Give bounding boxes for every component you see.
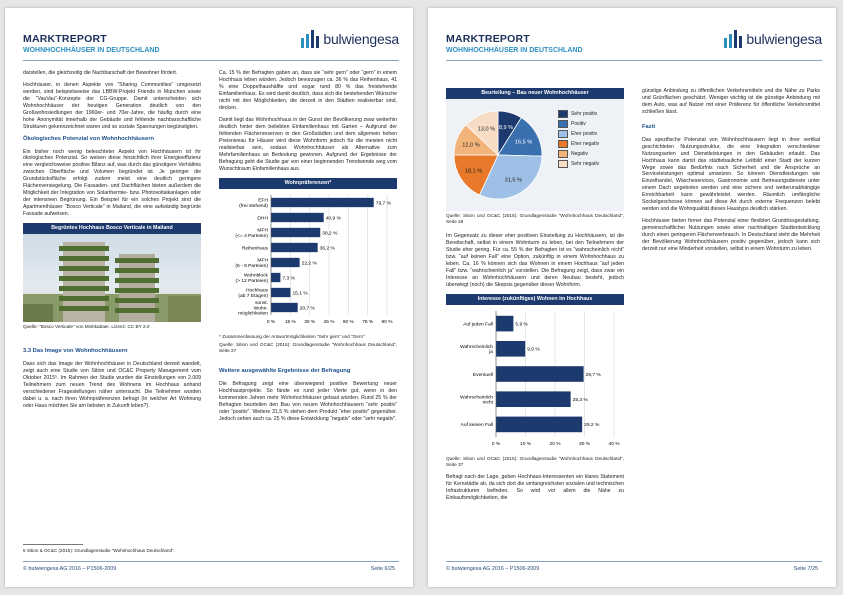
paragraph: Das spezifische Potenzial von Wohnhochhäusern liegt in ihrer vertikal geschichteten Nutzungsstruktur, die eine Integration verschiedener Nutzungsarten und Dienstleistungen in den Gebäuden erlaubt. Das Hochhaus kann damit das städtebauliche Leitbild einer Stadt der kurzen Wege sowie das Bedürfnis nach Sicherheit und die Ansprüche an Serviceleistungen optimal umsetzen. So können Dienstleistungen wie Einzelhandel, Wäscheservices, Gastronomie und Betreuungsdienste unter einem Dach angeboten werden und eine sichere und wetterunabhängige Erreichbarkeit kann gewährleistet werden. Räumlich umfängliche Sockelgeschosse können auf diese Art durch externe Frequenzen belebt werden und die Wohnqualität dieses Haustyps deutlich stärken.	[642, 136, 820, 213]
footnote-rule	[23, 544, 83, 545]
pie-data-label: 31,5 %	[504, 177, 523, 184]
figure-caption: Quelle: Sition und OC&C (2015): Grundlagenstudie “Wohnhochhaus Deutschland”, Seite 28	[446, 213, 624, 225]
data-label: 15,1 %	[292, 290, 308, 296]
data-label: 5,9 %	[515, 322, 528, 328]
x-tick-label: 20 %	[549, 442, 561, 448]
legend-label: Positiv	[571, 120, 586, 127]
section-heading: 3.3 Das Image von Wohnhochhäusern	[23, 348, 128, 355]
legend-swatch	[558, 140, 568, 148]
bar	[496, 417, 582, 433]
bar	[271, 228, 320, 237]
footer-page-number: Seite 7/25	[793, 566, 818, 572]
x-tick-label: 40 %	[608, 442, 620, 448]
x-tick-label: 15 %	[284, 319, 296, 325]
bar	[271, 258, 300, 267]
bar	[271, 198, 374, 207]
y-category-label: Eventuell	[472, 372, 493, 378]
data-label: 22,2 %	[301, 260, 317, 266]
y-category-label: Auf keinen Fall	[460, 423, 493, 429]
paragraph: günstige Anbindung zu öffentlichen Verkehrsmitteln und die Nähe zu Parks und Grünflächen geschätzt. Weniger wichtig ist die günstige Anbindung mit dem Auto, was auf Nutzer mit einer Präferenz für öffentliche Verkehrsmittel schließen lässt.	[642, 88, 820, 115]
legend-item	[558, 149, 599, 159]
y-category-label: sonst. Wohn-möglichkeiten	[238, 300, 268, 317]
y-category-label: MFH (<= 4 Parteien)	[235, 228, 268, 239]
y-category-label: Reihenhaus	[241, 245, 268, 251]
legend-item	[558, 109, 599, 119]
legend-label: Sehr negativ	[571, 160, 600, 167]
legend-swatch	[558, 160, 568, 168]
x-tick-label: 30 %	[304, 319, 316, 325]
figure-wohnpraeferenzen	[219, 178, 397, 354]
pie-data-label: 13,0 %	[477, 126, 496, 133]
header-title: MARKTREPORT	[446, 33, 530, 45]
bar	[496, 316, 513, 332]
footer-page-number: Seite 6/25	[370, 566, 395, 572]
bar	[271, 303, 298, 312]
pie-data-label: 8,9 %	[498, 125, 514, 132]
legend-swatch	[558, 150, 568, 158]
brand-logo	[723, 27, 822, 51]
bar	[271, 288, 290, 297]
y-category-label: DHH	[257, 215, 268, 221]
page-6	[5, 8, 413, 587]
figure-note: * Zusammenfassung der Antwortmöglichkeiten “Sehr gern” und “Gern”	[219, 333, 365, 339]
page-7	[428, 8, 836, 587]
bar	[271, 273, 280, 282]
data-label: 36,2 %	[319, 245, 335, 251]
legend-swatch	[558, 130, 568, 138]
paragraph: Hochhäuser bieten ferner das Potenzial einer flexiblen Grundrissgestaltung, gemeinschaftlicher Nutzungen sowie einer nachhaltigen Stadtentwicklung durch einen geringeren Flächenverbrauch. In Deutschland steht die Mehrheit der Bevölkerung Wohnhochhäusern positiv gegenüber, jedoch kann sich derzeit nur eine Minderheit vorstellen, selbst in einem Wohnturm zu leben.	[642, 218, 820, 253]
brand-logo	[300, 27, 399, 51]
legend-label: Sehr positiv	[571, 110, 598, 117]
figure-title: Interesse (zukünftiges) Wohnen im Hochhaus	[446, 294, 624, 305]
bar	[496, 392, 571, 408]
figure-interesse	[446, 294, 624, 468]
legend-label: Negativ	[571, 150, 588, 157]
paragraph: Im Gegensatz zu dieser eher positiven Einstellung zu Hochhäusern, ist die Bereitschaft, selbst in einem Wohnturm zu leben, bei den Teilnehmern der Studie eher gering. Für ca. 55 % der Befragten ist es “wahrscheinlich nicht” bzw. “auf keinen Fall” eine Option, zukünftig in einem Wohnhochhaus zu leben. Ca. 16 % können sich das Wohnen in einem Hochhaus “auf jeden Fall” bzw. “wahrscheinlich ja” vorstellen. Die Befragung zeigt, dass zwar ein Interesse an Wohnhochhäusern und deren Neubau besteht, jedoch überwiegt (noch) die Skepsis gegenüber dieser Wohnform.	[446, 233, 624, 289]
brand-name: bulwiengesa	[323, 31, 399, 47]
data-label: 40,9 %	[325, 215, 341, 221]
interesse-chart	[446, 305, 624, 451]
header-rule	[23, 60, 399, 61]
paragraph: Befragt nach der Lage, geben Hochhaus-Interessenten ein klares Statement für Kernstädte ab, da sich dort die umfangreichsten sozialen und technischen Infrastrukturen befinden. So wird vor allem die Nähe zu Einkaufsmöglichkeiten, die	[446, 474, 624, 502]
legend-item	[558, 129, 599, 139]
legend-label: Eher negativ	[571, 140, 600, 147]
y-category-label: MFH (5 - 8 Parteien)	[235, 258, 268, 269]
legend-item	[558, 159, 599, 169]
x-tick-label: 0 %	[491, 442, 501, 448]
data-label: 25,3 %	[572, 398, 588, 404]
section-heading: Ökologisches Potenzial von Wohnhochhäusern	[23, 135, 154, 142]
footer-copyright: © bulwiengesa AG 2016 – P1506-2009	[23, 566, 117, 572]
data-label: 7,3 %	[282, 275, 295, 281]
pie-chart-panel	[446, 99, 624, 211]
footer-rule	[446, 561, 822, 562]
paragraph: Ein bisher noch wenig beleuchteter Aspekt von Hochhäusern ist ihr ökologisches Potenzial. So weisen diese hinsichtlich ihrer Energieeffizienz eine vergleichsweise positive Bilanz auf, was durch das günstigere Verhältnis zwischen Oberfläche und Volumen begründet ist. Je geringer die Grundstücksfläche erfolgt zudem meist eine deutlich geringere Flächenversiegelung. Die Fassaden- und Dachflächen bieten außerdem die Möglichkeit der Integration von Solarthermie- bzw. Photovoltaikanlagen oder der intensiven Begrünung. Ein Beispiel für ein solches Projekt sind die Apartmenthäuser “Bosco Verticale” in Mailand, die eine aufwändig begrünte Fassade aufweisen.	[23, 148, 201, 218]
y-category-label: Auf jeden Fall	[463, 322, 493, 328]
figure-title: Begrüntes Hochhaus Bosco Verticale in Mailand	[23, 223, 201, 234]
y-category-label: Wahrscheinlich ja	[460, 345, 493, 356]
data-label: 9,9 %	[527, 347, 540, 353]
paragraph: Hochhäuser, in denen Aspekte von “Sharing Communities” umgesetzt werden, sind beispielsweise das LBBW-Projekt Friends in München sowie die “VauVau”-Konzepte der CG-Gruppe. Damit unterscheiden sich Wohnhochhäuser der heutigen Generation deutlich von den Großwohnsiedlungen der 1960er- und 70er-Jahre, die häufig durch eine hohe Anonymität innerhalb der Gebäude und fehlende nachbarschaftliche Strukturen gekennzeichnet waren und so soziale Spannungen begünstigten.	[23, 81, 201, 130]
header-subtitle: WOHNHOCHHÄUSER IN DEUTSCHLAND	[446, 47, 583, 54]
section-heading: Fazit	[642, 123, 656, 130]
pie-data-label: 18,1 %	[464, 168, 483, 175]
header-title: MARKTREPORT	[23, 33, 107, 45]
data-label: 38,2 %	[322, 230, 338, 236]
data-label: 29,7 %	[585, 372, 601, 378]
paragraph: Dass sich das Image der Wohnhochhäuser in Deutschland derzeit wandelt, zeigt auch eine Studie von Sition und OC&C Property Management vom Oktober 2015⁵. Im Rahmen der Studie wurden die Einstellungen von 2.009 Teilnehmern zum neuen Trend des Wohnens im Hochhaus anhand verschiedener Fragestellungen näher untersucht. Die Teilnehmer wurden dabei u. a. nach ihren Wohnpräferenzen befragt (In welcher Art Wohnung oder Haus möchten Sie am liebsten in Zukunft leben?).	[23, 361, 201, 409]
footer-copyright: © bulwiengesa AG 2016 – P1506-2009	[446, 566, 540, 572]
figure-bosco	[23, 223, 201, 330]
bar	[496, 341, 525, 357]
y-category-label: EFH (frei stehend)	[239, 198, 268, 209]
legend-swatch	[558, 120, 568, 128]
x-tick-label: 75 %	[362, 319, 374, 325]
pie-data-label: 12,0 %	[462, 142, 480, 149]
x-tick-label: 0 %	[266, 319, 276, 325]
data-label: 29,2 %	[584, 423, 600, 429]
page6-column-right	[219, 70, 397, 428]
logo-icon	[300, 30, 320, 48]
x-tick-label: 30 %	[579, 442, 590, 448]
figure-title: Wohnpräferenzen*	[219, 178, 397, 189]
y-category-label: Hochhaus (ab 7 Etagen)	[238, 288, 268, 299]
figure-caption: Quelle: Sition und OC&C (2015): Grundlagenstudie “Wohnhochhaus Deutschland”, Seite 27	[219, 341, 397, 353]
x-tick-label: 90 %	[381, 319, 393, 325]
paragraph: Damit liegt das Wohnhochhaus in der Gunst der Bevölkerung zwar weiterhin deutlich hinter dem beliebten Einfamilienhaus mit Garten – Aufgrund der fehlenden Flächenreserven in den Großstädten und dem allgemein hohen Preisniveau für Häuser wird diese Wohnform jedoch für die meisten nicht realisierbar sein, sodass Wohnhochhäuser als Alternative zum Mehrfamilienhaus an Bedeutung gewinnen. Aufgrund der Ergebnisse der Befragung geht die Studie gar von einer beginnenden Trendwende weg vom Wunschtraum Einfamilienhaus aus.	[219, 116, 397, 172]
data-label: 20,7 %	[299, 305, 315, 311]
footnote: 5 Sition & OC&C (2015): Grundlagenstudie “Wohnhochhaus Deutschland”.	[23, 548, 175, 553]
bosco-verticale-photo	[23, 234, 201, 322]
bar	[271, 213, 324, 222]
x-tick-label: 60 %	[342, 319, 354, 325]
x-tick-label: 10 %	[520, 442, 531, 448]
header-subtitle: WOHNHOCHHÄUSER IN DEUTSCHLAND	[23, 47, 160, 54]
paragraph: darstellen, die gleichzeitig die Nachbarschaft der Bewohner fördert.	[23, 70, 178, 76]
figure-caption: Quelle: Sition und OC&C (2015): Grundlagenstudie “Wohnhochhaus Deutschland”, Seite 37	[446, 456, 624, 468]
bar	[271, 243, 318, 252]
section-heading: Weitere ausgewählte Ergebnisse der Befragung	[219, 367, 351, 374]
legend-label: Eher positiv	[571, 130, 598, 137]
pie-data-label: 16,5 %	[514, 139, 533, 146]
figure-caption: Quelle: “Bosco Verticale” von Mishkabaer. Lizenz: CC BY 2.0	[23, 324, 150, 330]
logo-icon	[723, 30, 743, 48]
y-category-label: Wohnblock (> 12 Parteien)	[235, 273, 268, 284]
legend-swatch	[558, 110, 568, 118]
y-category-label: Wahrscheinlich nicht	[460, 395, 493, 406]
legend-item	[558, 139, 599, 149]
figure-title: Beurteilung – Bau neuer Wohnhochhäuser	[446, 88, 624, 99]
paragraph: Die Befragung zeigt eine überwiegend positive Bewertung neuer Hochhausprojekte. So fände es rund jeder Vierte gut, wenn in den kommenden Jahren mehr Wohnhochhäuser gebaut würden. Rund 25 % der Befragten beurteilen den Bau von neuen Wohnhochhäusern “sehr positiv” oder “positiv”. Weitere 31,5 % stehen dem Produkt “eher positiv” gegenüber. Jedoch sehen auch ca. 25 % diese Entwicklung “negativ” oder “sehr negativ”.	[219, 380, 397, 422]
page7-column-right	[642, 88, 820, 258]
page6-column-left	[23, 70, 201, 415]
figure-beurteilung	[446, 88, 624, 225]
wohnpraeferenzen-chart	[219, 189, 397, 329]
footer-rule	[23, 561, 399, 562]
paragraph: Ca. 15 % der Befragten gaben an, dass sie “sehr gern” oder “gern” in einem Hochhaus leben würden. Jedoch bevorzugen ca. 36 % das Reihenhaus, 41 % eine Doppelhaushälfte und sogar rund 80 % das freistehende Einfamilienhaus. Es wird damit deutlich, dass sich die bestehenden Wünsche nicht mit den Möglichkeiten, die derzeit in den Städten realisierbar sind, decken.	[219, 70, 397, 111]
brand-name: bulwiengesa	[746, 31, 822, 47]
data-label: 79,7 %	[375, 200, 391, 206]
x-tick-label: 45 %	[323, 319, 335, 325]
pie-legend	[558, 109, 599, 169]
page7-column-left	[446, 88, 624, 507]
bar	[496, 366, 584, 382]
legend-item	[558, 119, 599, 129]
header-rule	[446, 60, 822, 61]
